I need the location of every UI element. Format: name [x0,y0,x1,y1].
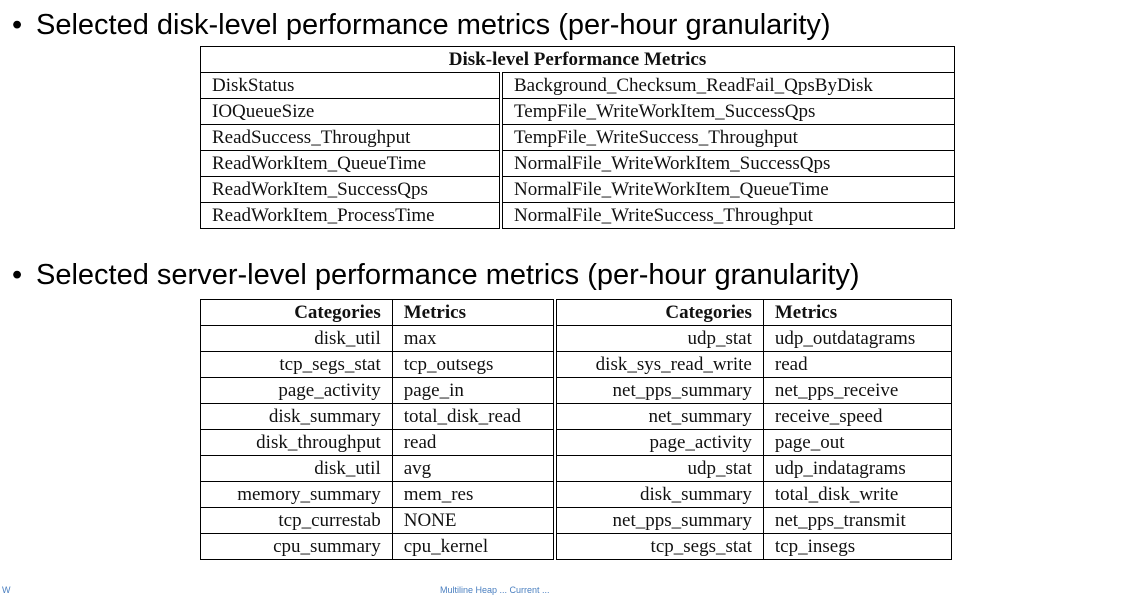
table-cell: page_activity [555,430,763,456]
table-cell: max [392,326,555,352]
bullet-glyph: • [12,9,23,41]
table-cell: NormalFile_WriteSuccess_Throughput [501,203,955,229]
table-cell: disk_sys_read_write [555,352,763,378]
table-cell: ReadWorkItem_SuccessQps [201,177,502,203]
table-cell: disk_util [201,326,393,352]
table-cell: ReadWorkItem_ProcessTime [201,203,502,229]
table-cell: disk_summary [555,482,763,508]
table-cell: cpu_summary [201,534,393,560]
table-cell: page_out [763,430,951,456]
table-cell: disk_util [201,456,393,482]
table-cell: tcp_currestab [201,508,393,534]
table-row [201,404,952,430]
table-cell: TempFile_WriteSuccess_Throughput [501,125,955,151]
table-cell: read [763,352,951,378]
disk-table-title: Disk-level Performance Metrics [201,47,955,73]
server-table-header-row [201,300,952,326]
table-row [201,352,952,378]
table-cell: page_in [392,378,555,404]
bullet-glyph: • [12,259,23,291]
table-cell: udp_outdatagrams [763,326,951,352]
table-cell: udp_stat [555,456,763,482]
table-cell: net_pps_summary [555,378,763,404]
table-cell: disk_summary [201,404,393,430]
table-row [201,177,955,203]
footer-center-text: Multiline Heap ... Current ... [440,585,550,595]
column-header-metrics: Metrics [763,300,951,326]
table-cell: NONE [392,508,555,534]
table-cell: tcp_outsegs [392,352,555,378]
table-cell: net_pps_summary [555,508,763,534]
table-cell: memory_summary [201,482,393,508]
table-cell: disk_throughput [201,430,393,456]
table-cell: IOQueueSize [201,99,502,125]
server-metrics-heading [12,258,860,292]
table-cell: mem_res [392,482,555,508]
disk-heading-text: Selected disk-level performance metrics (per-hour granularity) [36,9,831,41]
table-row [201,378,952,404]
table-row [201,99,955,125]
server-metrics-table [200,299,952,560]
table-cell: total_disk_write [763,482,951,508]
table-row [201,482,952,508]
table-cell: net_pps_transmit [763,508,951,534]
table-cell: avg [392,456,555,482]
table-cell: read [392,430,555,456]
table-row [201,151,955,177]
table-cell: udp_stat [555,326,763,352]
footer-left-text: W [2,585,11,595]
table-cell: ReadWorkItem_QueueTime [201,151,502,177]
table-cell: page_activity [201,378,393,404]
table-cell: NormalFile_WriteWorkItem_SuccessQps [501,151,955,177]
table-cell: net_summary [555,404,763,430]
column-header-categories: Categories [201,300,393,326]
table-row [201,534,952,560]
column-header-metrics: Metrics [392,300,555,326]
table-cell: tcp_insegs [763,534,951,560]
disk-metrics-table [200,46,955,229]
table-row [201,456,952,482]
table-cell: Background_Checksum_ReadFail_QpsByDisk [501,73,955,99]
server-table-body [201,326,952,560]
table-row [201,430,952,456]
table-cell: total_disk_read [392,404,555,430]
column-header-categories: Categories [555,300,763,326]
table-cell: NormalFile_WriteWorkItem_QueueTime [501,177,955,203]
table-cell: ReadSuccess_Throughput [201,125,502,151]
disk-table-body [201,73,955,229]
table-row [201,125,955,151]
table-row [201,203,955,229]
server-heading-text: Selected server-level performance metrics (per-hour granularity) [36,259,860,291]
table-cell: tcp_segs_stat [555,534,763,560]
table-cell: tcp_segs_stat [201,352,393,378]
table-row [201,508,952,534]
table-cell: net_pps_receive [763,378,951,404]
table-cell: receive_speed [763,404,951,430]
table-cell: cpu_kernel [392,534,555,560]
table-row [201,73,955,99]
table-cell: TempFile_WriteWorkItem_SuccessQps [501,99,955,125]
table-cell: udp_indatagrams [763,456,951,482]
table-row [201,326,952,352]
disk-metrics-heading [12,8,831,42]
table-cell: DiskStatus [201,73,502,99]
